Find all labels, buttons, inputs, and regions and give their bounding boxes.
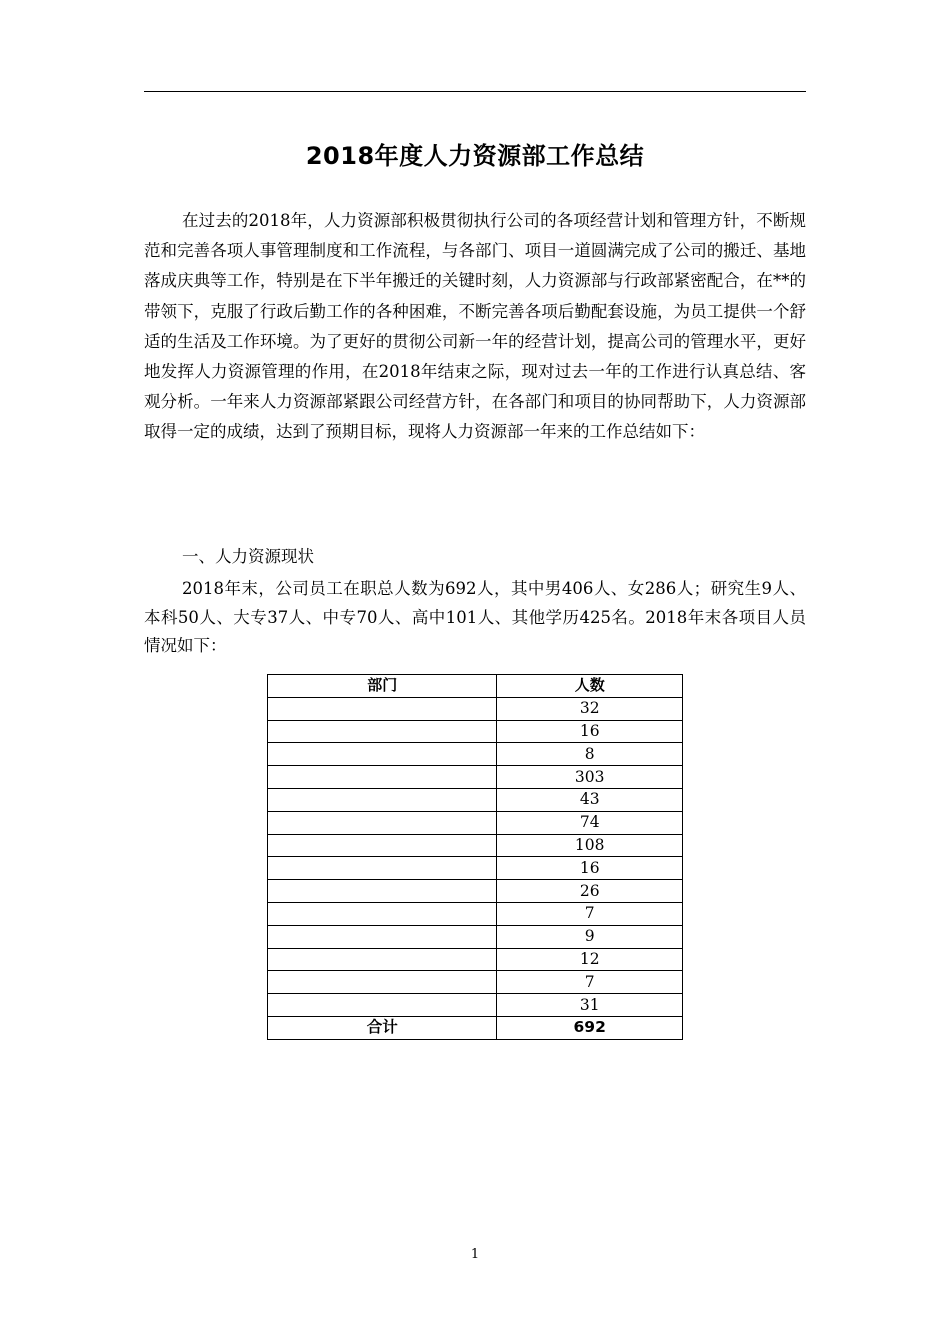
table-row xyxy=(268,720,683,743)
intro-paragraph: 在过去的2018年，人力资源部积极贯彻执行公司的各项经营计划和管理方针，不断规范和完善各项人事管理制度和工作流程，与各部门、项目一道圆满完成了公司的搬迁、基地落成庆典等工作，特别是在下半年搬迁的关键时刻，人力资源部与行政部紧密配合，在**的带领下，克服了行政后勤工作的各种困难，不断完善各项后勤配套设施，为员工提供一个舒适的生活及工作环境。为了更好的贯彻公司新一年的经营计划，提高公司的管理水平，更好地发挥人力资源管理的作用，在2018年结束之际，现对过去一年的工作进行认真总结、客观分析。一年来人力资源部紧跟公司经营方针，在各部门和项目的协同帮助下，人力资源部取得一定的成绩，达到了预期目标，现将人力资源部一年来的工作总结如下： xyxy=(144,211,806,442)
headcount-cell: 9 xyxy=(497,925,683,948)
table-row xyxy=(268,902,683,925)
document-title: 2018年度人力资源部工作总结 xyxy=(305,142,645,170)
table-row xyxy=(268,811,683,834)
table-body xyxy=(268,697,683,1016)
headcount-cell: 74 xyxy=(497,811,683,834)
department-cell xyxy=(268,743,497,766)
headcount-cell: 7 xyxy=(497,971,683,994)
column-header-department: 部门 xyxy=(268,675,497,698)
table-row xyxy=(268,857,683,880)
table-row xyxy=(268,788,683,811)
table-row xyxy=(268,925,683,948)
headcount-cell: 26 xyxy=(497,880,683,903)
department-cell xyxy=(268,971,497,994)
headcount-cell: 303 xyxy=(497,766,683,789)
department-cell xyxy=(268,766,497,789)
headcount-cell: 16 xyxy=(497,857,683,880)
headcount-cell: 43 xyxy=(497,788,683,811)
table-row xyxy=(268,971,683,994)
department-headcount-table xyxy=(267,674,683,1040)
page-number: 1 xyxy=(470,1247,480,1262)
department-cell xyxy=(268,834,497,857)
department-cell xyxy=(268,857,497,880)
headcount-cell: 32 xyxy=(497,697,683,720)
table-row xyxy=(268,994,683,1017)
department-cell xyxy=(268,788,497,811)
headcount-cell: 12 xyxy=(497,948,683,971)
table-row xyxy=(268,880,683,903)
headcount-cell: 7 xyxy=(497,902,683,925)
headcount-cell: 16 xyxy=(497,720,683,743)
total-value: 692 xyxy=(497,1016,683,1039)
table-row xyxy=(268,766,683,789)
department-cell xyxy=(268,994,497,1017)
column-header-headcount: 人数 xyxy=(497,675,683,698)
department-cell xyxy=(268,697,497,720)
department-cell xyxy=(268,880,497,903)
total-label: 合计 xyxy=(268,1016,497,1039)
staff-statistics-paragraph: 2018年末，公司员工在职总人数为692人，其中男406人、女286人；研究生9人、本科50人、大专37人、中专70人、高中101人、其他学历425名。2018年末各项目人员情况如下： xyxy=(144,579,806,655)
table-row xyxy=(268,834,683,857)
table-total-row xyxy=(268,1016,683,1039)
table-header-row xyxy=(268,675,683,698)
department-cell xyxy=(268,902,497,925)
table-row xyxy=(268,948,683,971)
headcount-cell: 31 xyxy=(497,994,683,1017)
department-cell xyxy=(268,811,497,834)
table-row xyxy=(268,743,683,766)
section-heading-hr-status: 一、人力资源现状 xyxy=(182,547,314,566)
table-row xyxy=(268,697,683,720)
department-cell xyxy=(268,948,497,971)
header-rule xyxy=(144,91,806,92)
department-cell xyxy=(268,925,497,948)
department-cell xyxy=(268,720,497,743)
headcount-cell: 8 xyxy=(497,743,683,766)
headcount-cell: 108 xyxy=(497,834,683,857)
